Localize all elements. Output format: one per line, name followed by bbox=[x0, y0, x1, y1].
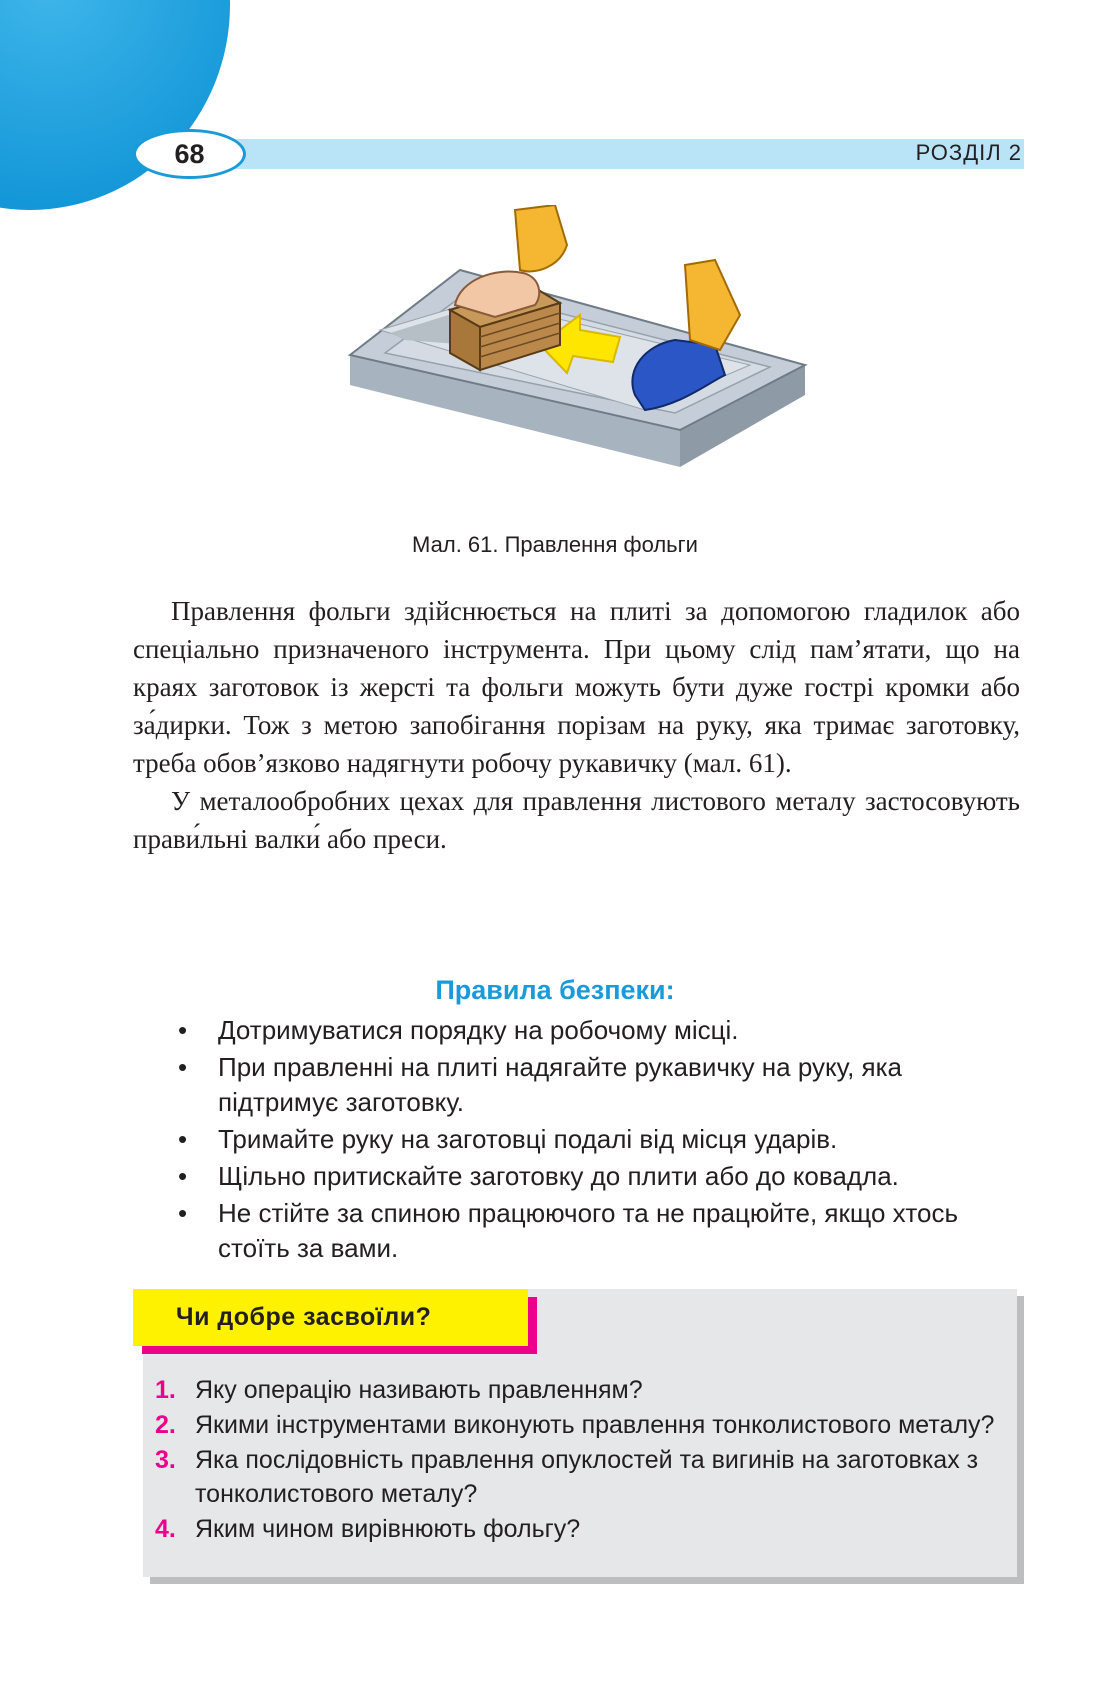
header-band bbox=[180, 139, 1024, 169]
question-text: Яку операцію називають правленням? bbox=[195, 1376, 643, 1404]
list-item: • Не стійте за спиною працюючого та не працюйте, якщо хтось стоїть за вами. bbox=[178, 1196, 1023, 1266]
figure-caption: Мал. 61. Правлення фольги bbox=[412, 532, 698, 557]
list-item: • Тримайте руку на заготовці подалі від місця ударів. bbox=[178, 1122, 1023, 1157]
review-title bbox=[133, 1289, 528, 1346]
list-item bbox=[155, 1512, 1000, 1546]
question-number: 3. bbox=[155, 1446, 176, 1474]
list-item bbox=[155, 1408, 1000, 1442]
review-questions-list bbox=[155, 1373, 1000, 1547]
question-number: 4. bbox=[155, 1515, 176, 1543]
right-cuff bbox=[685, 260, 740, 350]
foil-straightening-illustration bbox=[345, 205, 815, 515]
review-title-text: Чи добре засвоїли? bbox=[176, 1303, 432, 1331]
page-number: 68 bbox=[133, 129, 246, 179]
paragraph: У металообробних цехах для правлення листового металу застосовують прави́льні валки́ або преси. bbox=[133, 786, 1020, 854]
body-text bbox=[133, 592, 1020, 858]
question-number: 1. bbox=[155, 1376, 176, 1404]
safety-rules-list bbox=[178, 1013, 1023, 1268]
question-number: 2. bbox=[155, 1411, 176, 1439]
list-item bbox=[155, 1443, 1000, 1511]
safety-rules-title: Правила безпеки: bbox=[435, 975, 675, 1005]
list-item: • Дотримуватися порядку на робочому місці. bbox=[178, 1013, 1023, 1048]
list-item: • При правленні на плиті надягайте рукавичку на руку, яка підтримує заготовку. bbox=[178, 1050, 1023, 1120]
left-cuff bbox=[515, 205, 567, 271]
question-text: Яка послідовність правлення опуклостей та вигинів на заготовках з тонколистового металу? bbox=[195, 1446, 979, 1508]
question-text: Яким чином вирівнюють фольгу? bbox=[195, 1515, 581, 1543]
chapter-label: РОЗДІЛ 2 bbox=[915, 140, 1022, 165]
paragraph: Правлення фольги здійснюється на плиті за допомогою гладилок або спеціально призначеного інструмента. При цьому слід пам’ятати, що на краях заготовок із жерсті та фольги можуть бути дуже гострі кромки або за́дирки. Тож з метою запобігання порізам на руку, яка тримає заготовку, треба обов’язково надягнути робочу рукавичку (мал. 61). bbox=[133, 596, 1020, 778]
question-text: Якими інструментами виконують правлення тонколистового металу? bbox=[195, 1411, 995, 1439]
list-item: • Щільно притискайте заготовку до плити або до ковадла. bbox=[178, 1159, 1023, 1194]
list-item bbox=[155, 1373, 1000, 1407]
